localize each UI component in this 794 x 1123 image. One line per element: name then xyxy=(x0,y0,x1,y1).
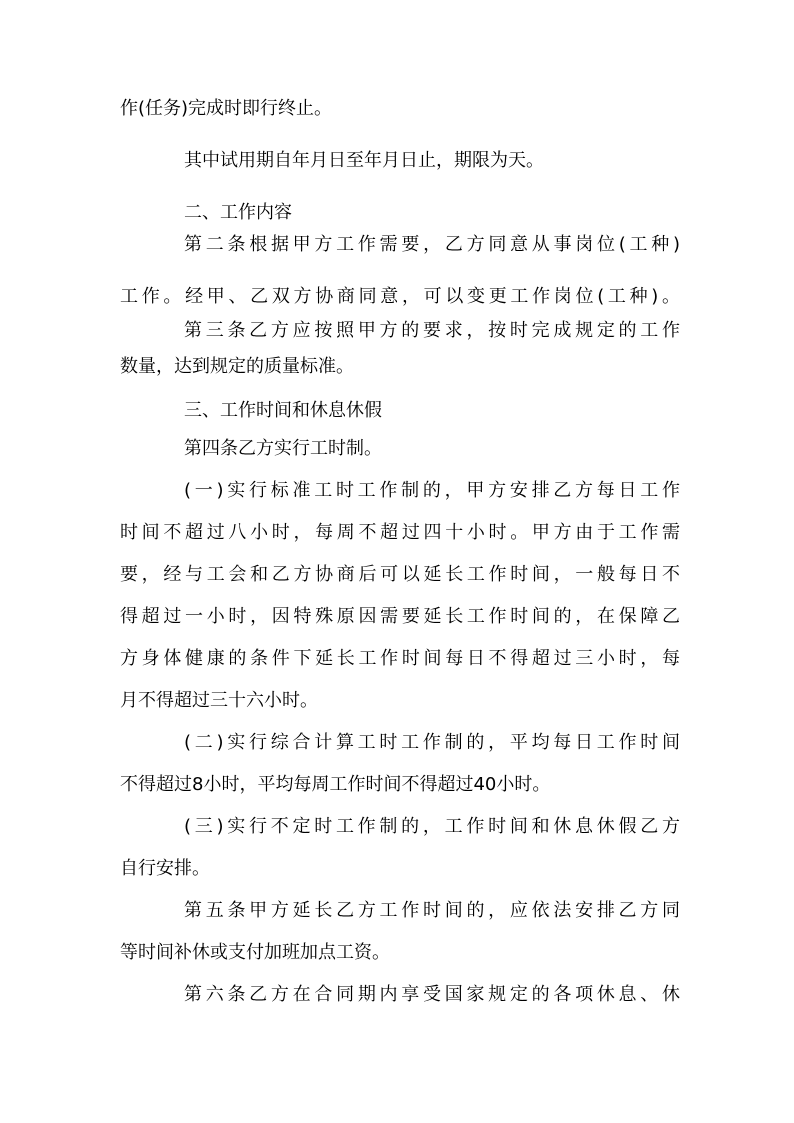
text-line: 工作。经甲、乙双方协商同意，可以变更工作岗位(工种)。 xyxy=(120,286,680,307)
text-line: (二)实行综合计算工时工作制的，平均每日工作时间 xyxy=(184,732,680,753)
section-heading: 二、工作内容 xyxy=(184,202,292,223)
text-line: 得超过一小时，因特殊原因需要延长工作时间的，在保障乙 xyxy=(120,606,680,627)
text-line: (三)实行不定时工作制的，工作时间和休息休假乙方 xyxy=(184,816,680,837)
text-line: 等时间补休或支付加班加点工资。 xyxy=(120,942,390,963)
text-line: (一)实行标准工时工作制的，甲方安排乙方每日工作 xyxy=(184,480,680,501)
text-line: 要，经与工会和乙方协商后可以延长工作时间，一般每日不 xyxy=(120,564,680,585)
text-line: 第四条乙方实行工时制。 xyxy=(184,438,382,459)
text-line: 数量，达到规定的质量标准。 xyxy=(120,356,354,377)
text-line: 作(任务)完成时即行终止。 xyxy=(120,98,333,119)
text-line: 自行安排。 xyxy=(120,858,210,879)
section-heading: 三、工作时间和休息休假 xyxy=(184,400,382,421)
text-line: 第三条乙方应按照甲方的要求，按时完成规定的工作 xyxy=(184,320,680,341)
text-line: 第二条根据甲方工作需要，乙方同意从事岗位(工种) xyxy=(184,234,680,255)
text-line: 方身体健康的条件下延长工作时间每日不得超过三小时，每 xyxy=(120,648,680,669)
text-line: 月不得超过三十六小时。 xyxy=(120,690,318,711)
text-line: 其中试用期自年月日至年月日止，期限为天。 xyxy=(184,150,544,171)
text-line: 不得超过8小时，平均每周工作时间不得超过40小时。 xyxy=(120,774,551,795)
text-line: 第五条甲方延长乙方工作时间的，应依法安排乙方同 xyxy=(184,900,680,921)
text-line: 时间不超过八小时，每周不超过四十小时。甲方由于工作需 xyxy=(120,522,680,543)
text-line: 第六条乙方在合同期内享受国家规定的各项休息、休 xyxy=(184,984,680,1005)
